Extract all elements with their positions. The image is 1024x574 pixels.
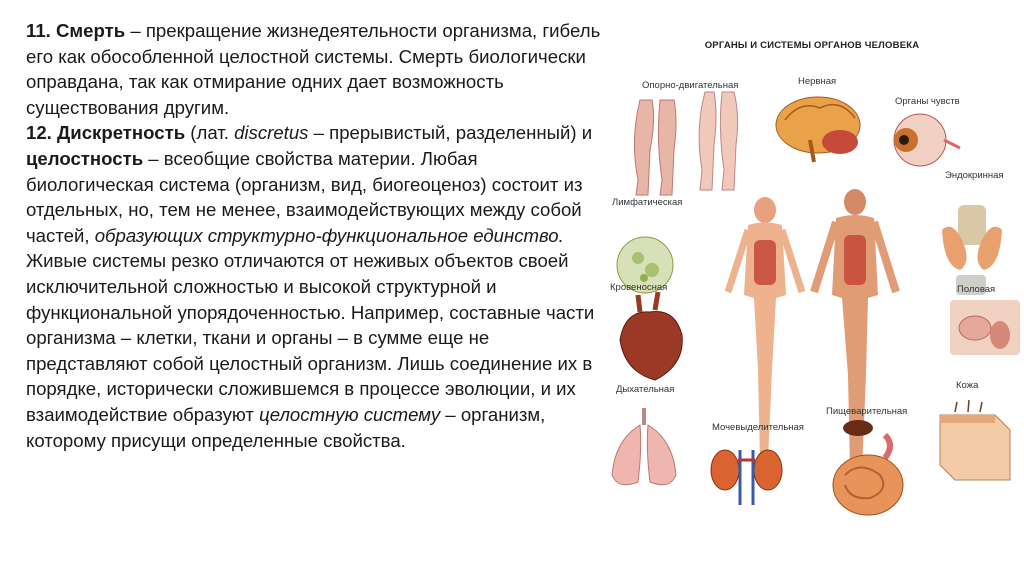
label-respiratory: Дыхательная	[616, 384, 675, 395]
text-span: – прекращение жизнедеятельности организма, гибель его как обособленной целостной системы. Смерть биологически оправдана, так как отмирание одних дает возможность существования другим.	[26, 20, 601, 118]
urinary-illustration	[711, 450, 782, 505]
label-circulatory: Кровеносная	[610, 282, 668, 293]
heading-death: 11. Смерть	[26, 20, 126, 41]
nervous-illustration	[776, 97, 860, 162]
main-text	[26, 18, 606, 453]
senses-illustration	[894, 114, 960, 166]
text-span: (лат.	[185, 122, 235, 144]
italic-phrase: целостную систему	[259, 403, 441, 425]
label-digestive: Пищеварительная	[826, 406, 908, 417]
label-skin: Кожа	[956, 380, 979, 391]
respiratory-illustration	[612, 408, 676, 485]
label-lymphatic: Лимфатическая	[612, 197, 683, 208]
label-musculoskeletal: Опорно-двигательная	[642, 80, 739, 91]
digestive-illustration	[833, 420, 903, 515]
term-integrity: целостность	[26, 147, 144, 169]
text-span: – организм, которому присущи определенные свойства.	[26, 403, 546, 451]
circulatory-illustration	[620, 292, 682, 380]
text-span: – всеобщие свойства материи. Любая биологическая система (организм, вид, биогеоценоз) состоит из отдельных, но, тем не менее, взаимодействующих между собой частей,	[26, 147, 583, 246]
label-endocrine: Эндокринная	[945, 170, 1004, 181]
endocrine-illustration	[942, 205, 1002, 295]
latin-term: discretus	[234, 122, 309, 144]
heading-discreteness: 12. Дискретность	[26, 122, 186, 144]
musculoskeletal-illustration	[634, 92, 737, 195]
label-nervous: Нервная	[798, 76, 837, 87]
text-span: Живые системы резко отличаются от неживых объектов своей исключительной сложностью и высокой структурной и функциональной упорядоченностью. Например, составные части организма – клетки, ткани и органы – в сумме еще не представляют собой целостный организм. Лишь соединение их в порядке, исторически сложившемся в процессе эволюции, и их взаимодействие образуют	[26, 250, 595, 425]
text-span: – прерывистый, разделенный) и	[308, 122, 593, 144]
paragraph-discreteness	[26, 120, 606, 453]
label-senses: Органы чувств	[895, 96, 960, 107]
figure-title: ОРГАНЫ И СИСТЕМЫ ОРГАНОВ ЧЕЛОВЕКА	[704, 40, 920, 51]
skin-illustration	[940, 400, 1010, 480]
reproductive-illustration	[950, 300, 1020, 355]
italic-phrase: образующих структурно-функциональное единство.	[94, 224, 564, 246]
label-urinary: Мочевыделительная	[712, 422, 804, 433]
label-reproductive: Половая	[957, 284, 996, 295]
organ-systems-figure	[600, 30, 1024, 550]
paragraph-death	[26, 18, 606, 120]
